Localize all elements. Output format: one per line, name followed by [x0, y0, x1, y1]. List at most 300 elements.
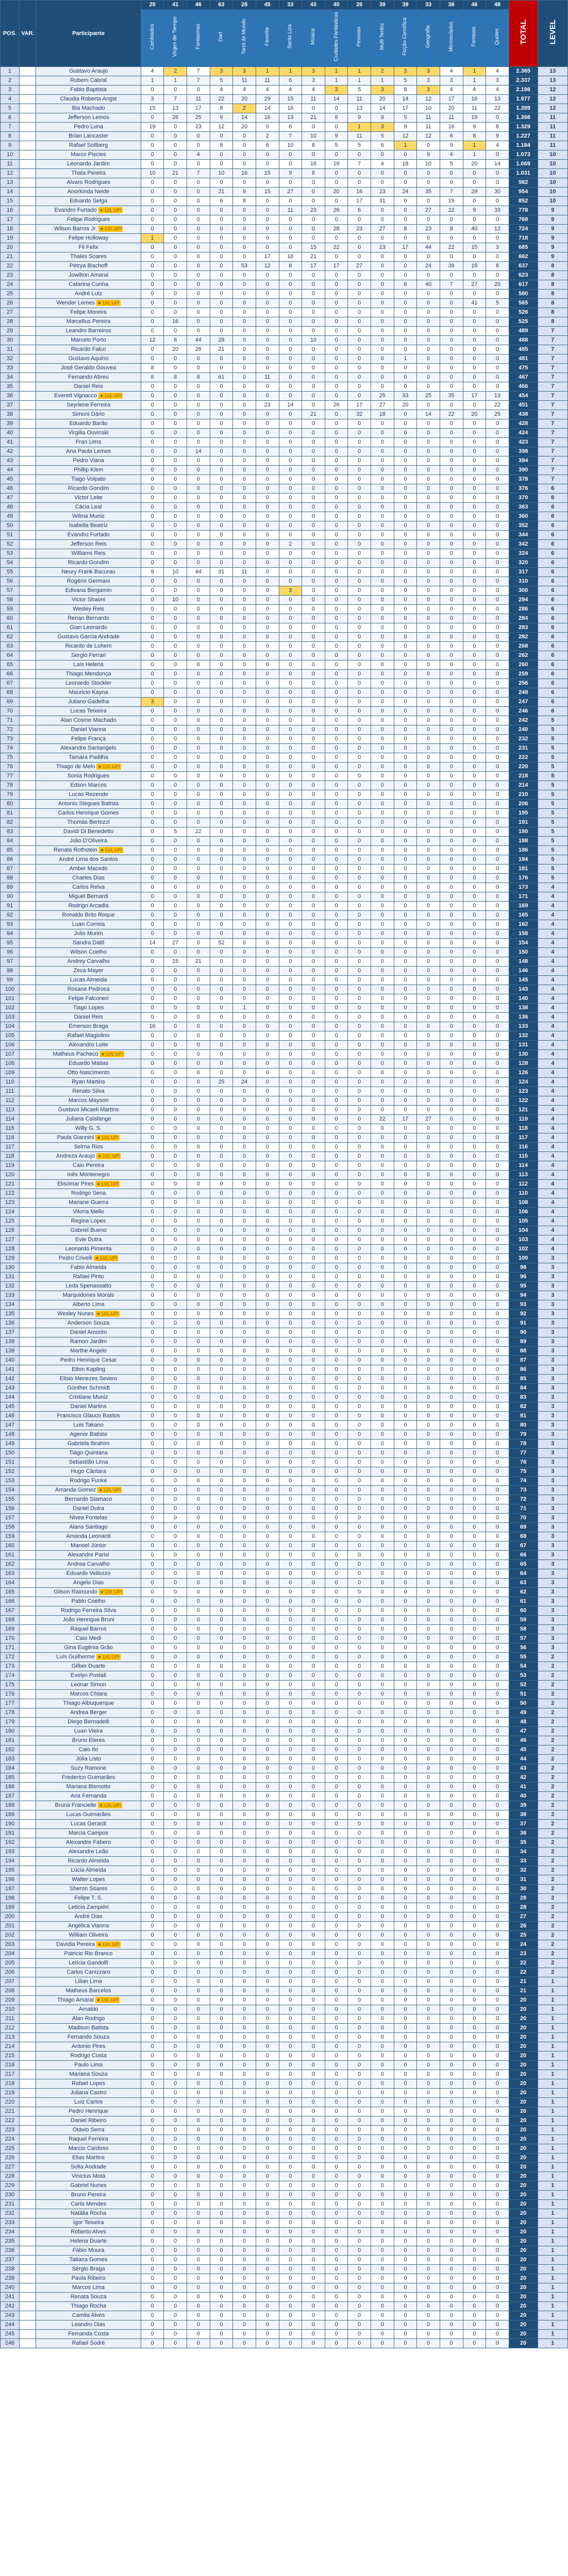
- score-cell: 0: [394, 308, 417, 317]
- score-cell: 0: [256, 1356, 279, 1365]
- score-cell: 0: [440, 1755, 463, 1764]
- score-cell: 0: [371, 1143, 394, 1152]
- total-cell: 98: [509, 1263, 538, 1273]
- score-cell: 0: [302, 1050, 325, 1059]
- table-row: [1, 688, 568, 698]
- score-cell: 0: [279, 920, 302, 929]
- participant-name: [36, 1133, 141, 1143]
- score-cell: 0: [394, 1096, 417, 1106]
- score-cell: 0: [417, 753, 440, 762]
- score-cell: 0: [348, 1300, 371, 1310]
- score-cell: 0: [486, 865, 509, 874]
- score-cell: 0: [325, 1254, 348, 1263]
- total-cell: 256: [509, 679, 538, 688]
- score-cell: 0: [394, 1718, 417, 1727]
- score-cell: 0: [210, 1662, 233, 1671]
- score-cell: 0: [417, 1402, 440, 1412]
- score-cell: 0: [486, 1857, 509, 1866]
- table-row: [1, 1347, 568, 1356]
- participant-name-text: José Geraldo Gouvea: [61, 365, 116, 371]
- score-cell: 0: [463, 670, 486, 679]
- score-cell: 0: [348, 2052, 371, 2061]
- score-cell: 0: [256, 967, 279, 976]
- participant-name-text: Pétrya Bischoff: [69, 263, 108, 269]
- score-cell: 11: [187, 95, 210, 104]
- score-cell: 0: [486, 178, 509, 188]
- score-cell: 0: [325, 1319, 348, 1328]
- score-cell: 0: [440, 920, 463, 929]
- score-cell: 0: [210, 865, 233, 874]
- total-cell: 282: [509, 633, 538, 642]
- score-cell: 0: [256, 1653, 279, 1662]
- score-cell: 0: [417, 1783, 440, 1792]
- score-cell: 0: [440, 1829, 463, 1838]
- participant-name-text: Wender Lemes: [56, 300, 95, 307]
- score-cell: 0: [440, 1532, 463, 1541]
- participant-name-text: Rodrigo Ferreira Silva: [61, 1607, 116, 1614]
- total-cell: 72: [509, 1495, 538, 1504]
- score-cell: 0: [164, 327, 187, 336]
- score-cell: 0: [394, 382, 417, 392]
- score-cell: 0: [440, 373, 463, 382]
- participant-name: [36, 2042, 141, 2052]
- table-row: [1, 902, 568, 911]
- level-cell: 3: [538, 1263, 567, 1273]
- score-cell: 0: [348, 586, 371, 596]
- total-cell: 104: [509, 1226, 538, 1235]
- score-cell: 0: [440, 2005, 463, 2014]
- score-cell: 0: [394, 911, 417, 920]
- score-cell: 0: [256, 790, 279, 800]
- score-cell: 0: [279, 725, 302, 735]
- score-cell: 16: [279, 104, 302, 113]
- score-cell: 1: [164, 76, 187, 86]
- participant-name: [36, 1579, 141, 1588]
- score-cell: 0: [394, 1412, 417, 1421]
- score-cell: 0: [348, 1152, 371, 1161]
- total-cell: 100: [509, 1254, 538, 1263]
- score-cell: 0: [371, 1328, 394, 1337]
- variation-cell: [20, 475, 36, 484]
- participant-name-text: Günther Schmidt: [67, 1385, 110, 1392]
- score-cell: 0: [371, 1532, 394, 1541]
- score-cell: 0: [325, 1625, 348, 1634]
- score-cell: 27: [371, 401, 394, 410]
- participant-name: [36, 883, 141, 892]
- score-cell: 0: [256, 466, 279, 475]
- variation-cell: [20, 2042, 36, 2052]
- total-cell: 28: [509, 1903, 538, 1912]
- variation-cell: [20, 1319, 36, 1328]
- position-cell: 49: [1, 512, 20, 521]
- score-cell: 1: [463, 141, 486, 150]
- score-cell: 0: [417, 1931, 440, 1940]
- score-cell: 0: [394, 1208, 417, 1217]
- position-cell: 159: [1, 1532, 20, 1541]
- total-cell: 363: [509, 503, 538, 512]
- score-cell: 0: [463, 1337, 486, 1347]
- level-cell: 6: [538, 521, 567, 531]
- total-cell: 75: [509, 1467, 538, 1477]
- variation-cell: [20, 651, 36, 660]
- score-cell: 0: [348, 920, 371, 929]
- participant-name: [36, 1541, 141, 1551]
- score-cell: 0: [141, 1987, 164, 1996]
- score-cell: 0: [279, 290, 302, 299]
- score-cell: 0: [486, 818, 509, 827]
- score-cell: 0: [440, 290, 463, 299]
- position-cell: 95: [1, 939, 20, 948]
- level-up-badge: ★ LVL UP!: [97, 1154, 120, 1159]
- participant-name: [36, 790, 141, 800]
- score-cell: 0: [417, 800, 440, 809]
- score-cell: 0: [417, 401, 440, 410]
- position-cell: 144: [1, 1393, 20, 1402]
- score-cell: 0: [394, 438, 417, 447]
- score-cell: 0: [417, 1161, 440, 1171]
- level-cell: 3: [538, 1625, 567, 1634]
- score-cell: 0: [463, 800, 486, 809]
- score-cell: 0: [141, 865, 164, 874]
- score-cell: 0: [325, 1653, 348, 1662]
- participant-name: [36, 1319, 141, 1328]
- score-cell: 0: [256, 447, 279, 456]
- total-cell: 56: [509, 1643, 538, 1653]
- level-cell: 10: [538, 160, 567, 169]
- score-cell: 0: [325, 1217, 348, 1226]
- score-cell: 0: [348, 392, 371, 401]
- table-row: [1, 939, 568, 948]
- score-cell: 0: [371, 670, 394, 679]
- score-cell: 0: [210, 429, 233, 438]
- score-cell: 0: [164, 1523, 187, 1532]
- score-cell: 4: [486, 141, 509, 150]
- total-cell: 247: [509, 698, 538, 707]
- score-cell: 0: [348, 1940, 371, 1950]
- score-cell: 0: [141, 1467, 164, 1477]
- score-cell: 9: [325, 132, 348, 141]
- table-row: [1, 716, 568, 725]
- score-cell: 0: [302, 1486, 325, 1495]
- score-cell: 0: [417, 1643, 440, 1653]
- score-cell: 0: [141, 1347, 164, 1356]
- score-cell: 0: [302, 1996, 325, 2005]
- question-label: Pessoas: [348, 10, 371, 67]
- participant-name-text: Frederico Guimarães: [61, 1774, 115, 1781]
- score-cell: 0: [440, 1783, 463, 1792]
- score-cell: 0: [463, 660, 486, 670]
- score-cell: 0: [486, 1050, 509, 1059]
- score-cell: 0: [141, 1439, 164, 1449]
- score-cell: 0: [486, 1560, 509, 1569]
- score-cell: 0: [371, 1031, 394, 1041]
- score-cell: 0: [325, 865, 348, 874]
- score-cell: 0: [371, 1106, 394, 1115]
- level-cell: 4: [538, 929, 567, 939]
- score-cell: 0: [279, 688, 302, 698]
- participant-name-text: Tiago Quintana: [69, 1450, 108, 1456]
- score-cell: 0: [325, 354, 348, 364]
- score-cell: 0: [233, 874, 256, 883]
- score-cell: 0: [417, 1273, 440, 1282]
- score-cell: 0: [486, 1004, 509, 1013]
- score-cell: 0: [233, 178, 256, 188]
- score-cell: 0: [325, 1597, 348, 1606]
- score-cell: 0: [371, 317, 394, 327]
- score-cell: 0: [348, 1996, 371, 2005]
- score-cell: 0: [210, 762, 233, 772]
- position-cell: 175: [1, 1681, 20, 1690]
- score-cell: 0: [233, 1356, 256, 1365]
- score-cell: 0: [394, 558, 417, 568]
- level-cell: 3: [538, 1477, 567, 1486]
- score-cell: 0: [440, 2024, 463, 2033]
- score-cell: 15: [463, 243, 486, 252]
- level-cell: 4: [538, 957, 567, 967]
- level-cell: 3: [538, 1560, 567, 1569]
- score-cell: 21: [302, 252, 325, 262]
- score-cell: 0: [325, 1161, 348, 1171]
- score-cell: 0: [164, 1421, 187, 1430]
- total-cell: 778: [509, 206, 538, 215]
- variation-cell: [20, 1810, 36, 1820]
- score-cell: 0: [463, 1940, 486, 1950]
- score-cell: 0: [141, 1291, 164, 1300]
- participant-name: [36, 1115, 141, 1124]
- score-cell: 0: [141, 1050, 164, 1059]
- score-cell: 0: [256, 1588, 279, 1597]
- score-cell: 0: [417, 1616, 440, 1625]
- score-cell: 0: [279, 1569, 302, 1579]
- score-cell: 1: [348, 67, 371, 76]
- score-cell: 0: [210, 1838, 233, 1848]
- score-cell: 0: [164, 280, 187, 290]
- score-cell: 0: [279, 892, 302, 902]
- level-cell: 4: [538, 1059, 567, 1069]
- score-cell: 0: [417, 447, 440, 456]
- table-row: [1, 225, 568, 234]
- level-cell: 4: [538, 1208, 567, 1217]
- score-cell: 0: [371, 447, 394, 456]
- score-cell: 0: [371, 1069, 394, 1078]
- score-cell: 0: [371, 150, 394, 160]
- score-cell: 0: [302, 2042, 325, 2052]
- variation-cell: [20, 2024, 36, 2033]
- score-cell: 0: [463, 373, 486, 382]
- score-cell: 0: [417, 521, 440, 531]
- level-cell: 4: [538, 985, 567, 994]
- score-cell: 0: [164, 188, 187, 197]
- variation-cell: [20, 605, 36, 614]
- score-cell: 0: [440, 1347, 463, 1356]
- score-cell: 0: [417, 540, 440, 549]
- score-cell: 0: [233, 1208, 256, 1217]
- score-cell: 0: [302, 1078, 325, 1087]
- score-cell: 0: [164, 1477, 187, 1486]
- score-cell: 0: [279, 1894, 302, 1903]
- position-cell: 17: [1, 215, 20, 225]
- score-cell: 0: [164, 1616, 187, 1625]
- position-cell: 211: [1, 2014, 20, 2024]
- score-cell: 0: [325, 197, 348, 206]
- score-cell: 0: [394, 1078, 417, 1087]
- score-cell: 0: [325, 531, 348, 540]
- score-cell: 0: [348, 1987, 371, 1996]
- score-cell: 0: [417, 1486, 440, 1495]
- score-cell: 0: [394, 1328, 417, 1337]
- score-cell: 0: [325, 1532, 348, 1541]
- score-cell: 0: [371, 1412, 394, 1421]
- score-cell: 0: [233, 364, 256, 373]
- participant-name: [36, 725, 141, 735]
- score-cell: 0: [141, 929, 164, 939]
- score-cell: 0: [233, 1560, 256, 1569]
- score-cell: 0: [233, 1616, 256, 1625]
- score-cell: 0: [325, 392, 348, 401]
- score-cell: 0: [440, 623, 463, 633]
- participant-name: [36, 679, 141, 688]
- score-cell: 0: [486, 1625, 509, 1634]
- variation-cell: [20, 299, 36, 308]
- score-cell: 0: [440, 1189, 463, 1198]
- score-cell: 0: [325, 484, 348, 494]
- participant-name: [36, 596, 141, 605]
- score-cell: 0: [141, 503, 164, 512]
- score-cell: 0: [210, 920, 233, 929]
- participant-name: [36, 1106, 141, 1115]
- score-cell: 0: [463, 1477, 486, 1486]
- score-cell: 9: [371, 113, 394, 123]
- level-cell: 2: [538, 1801, 567, 1810]
- score-cell: 0: [256, 2024, 279, 2033]
- position-cell: 63: [1, 642, 20, 651]
- score-cell: 0: [279, 1300, 302, 1310]
- position-cell: 184: [1, 1764, 20, 1773]
- score-cell: 0: [210, 503, 233, 512]
- participant-name-text: Sergio Ferrari: [71, 652, 106, 659]
- score-cell: 0: [302, 178, 325, 188]
- score-cell: 0: [463, 827, 486, 837]
- score-cell: 0: [256, 1801, 279, 1810]
- score-cell: 0: [210, 688, 233, 698]
- score-cell: 0: [141, 1031, 164, 1041]
- score-cell: 23: [187, 123, 210, 132]
- score-cell: 0: [256, 957, 279, 967]
- score-cell: 0: [417, 994, 440, 1004]
- level-cell: 6: [538, 660, 567, 670]
- score-cell: 0: [486, 929, 509, 939]
- score-cell: 0: [417, 1579, 440, 1588]
- position-cell: 103: [1, 1013, 20, 1022]
- score-cell: 0: [440, 1319, 463, 1328]
- score-cell: 0: [141, 1634, 164, 1643]
- score-cell: 0: [141, 892, 164, 902]
- score-cell: 0: [394, 1050, 417, 1059]
- table-row: [1, 1783, 568, 1792]
- score-cell: 0: [302, 2014, 325, 2024]
- score-cell: 0: [394, 1857, 417, 1866]
- score-cell: 0: [463, 1662, 486, 1671]
- score-cell: 0: [348, 1514, 371, 1523]
- participant-name: [36, 1059, 141, 1069]
- score-cell: 0: [187, 1273, 210, 1282]
- variation-cell: [20, 382, 36, 392]
- score-cell: 0: [440, 772, 463, 781]
- score-cell: 0: [187, 1866, 210, 1875]
- score-cell: 0: [279, 215, 302, 225]
- score-cell: 0: [348, 596, 371, 605]
- score-cell: 0: [463, 902, 486, 911]
- score-cell: 0: [440, 1922, 463, 1931]
- score-cell: 0: [187, 484, 210, 494]
- participant-name-text: Cristiane Muniz: [69, 1394, 108, 1401]
- score-cell: 0: [486, 1727, 509, 1736]
- score-cell: 0: [141, 540, 164, 549]
- score-cell: 0: [394, 456, 417, 466]
- score-cell: 13: [348, 104, 371, 113]
- table-row: [1, 762, 568, 772]
- score-cell: 0: [394, 1838, 417, 1848]
- score-cell: 0: [463, 1263, 486, 1273]
- table-row: [1, 586, 568, 596]
- table-row: [1, 1402, 568, 1412]
- total-cell: 724: [509, 225, 538, 234]
- score-cell: 0: [164, 1254, 187, 1263]
- score-cell: 0: [210, 2042, 233, 2052]
- score-cell: 0: [302, 929, 325, 939]
- score-cell: 0: [417, 1245, 440, 1254]
- score-cell: 0: [440, 1912, 463, 1922]
- participant-name: [36, 521, 141, 531]
- position-cell: 88: [1, 874, 20, 883]
- score-cell: 0: [394, 1486, 417, 1495]
- total-cell: 24: [509, 1940, 538, 1950]
- score-cell: 0: [279, 939, 302, 948]
- score-cell: 0: [394, 549, 417, 558]
- score-cell: 0: [279, 447, 302, 456]
- score-cell: 0: [302, 837, 325, 846]
- participant-name-text: Emerson Braga: [69, 1023, 108, 1030]
- score-cell: 0: [302, 299, 325, 308]
- score-cell: 0: [302, 1013, 325, 1022]
- score-cell: 8: [440, 225, 463, 234]
- score-cell: 0: [279, 1764, 302, 1773]
- participant-name-text: Ramon Jardim: [70, 1338, 107, 1345]
- score-cell: 0: [371, 1273, 394, 1282]
- score-cell: 0: [210, 549, 233, 558]
- score-cell: 0: [463, 503, 486, 512]
- score-cell: 0: [187, 698, 210, 707]
- score-cell: 0: [371, 846, 394, 855]
- score-cell: 23: [256, 401, 279, 410]
- score-cell: 0: [279, 1180, 302, 1189]
- score-cell: 0: [486, 2042, 509, 2052]
- score-cell: 0: [164, 1736, 187, 1745]
- score-cell: 0: [463, 1885, 486, 1894]
- position-cell: 135: [1, 1310, 20, 1319]
- score-cell: 0: [279, 1987, 302, 1996]
- level-up-badge: ★ LVL UP!: [97, 1654, 120, 1660]
- variation-cell: [20, 929, 36, 939]
- score-cell: 0: [233, 735, 256, 744]
- score-cell: 0: [256, 1606, 279, 1616]
- score-cell: 0: [279, 1783, 302, 1792]
- score-cell: 0: [141, 141, 164, 150]
- score-cell: 0: [394, 1495, 417, 1504]
- score-cell: 0: [279, 800, 302, 809]
- participant-name: [36, 1588, 141, 1597]
- score-cell: 0: [164, 985, 187, 994]
